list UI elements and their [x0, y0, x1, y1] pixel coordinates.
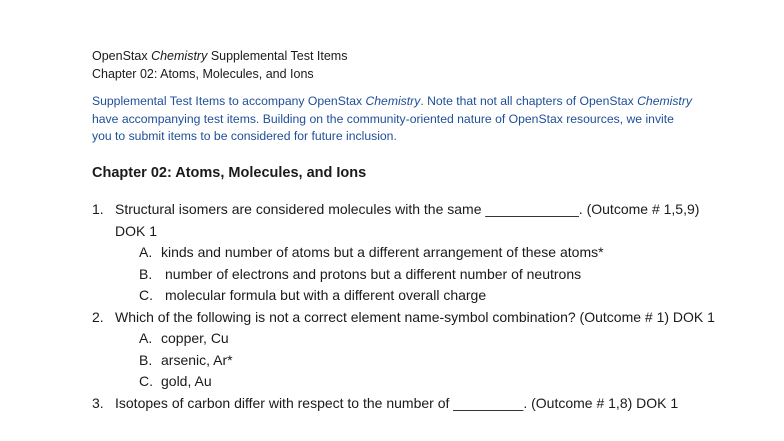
choice-text: number of electrons and protons but a different number of neutrons	[165, 265, 582, 282]
question-number: 1.	[92, 201, 104, 217]
question-text: Isotopes of carbon differ with respect to the number of _________. (Outcome # 1,8) DOK 1	[115, 394, 679, 411]
question-list	[92, 199, 732, 414]
question-2	[92, 307, 732, 329]
header-chapter-line: Chapter 02: Atoms, Molecules, and Ions	[92, 67, 314, 81]
choice-letter: C.	[139, 373, 153, 389]
header-title-line: OpenStax Chemistry Supplemental Test Items	[92, 49, 348, 63]
choice-letter: A.	[139, 330, 153, 346]
choice-text: arsenic, Ar*	[161, 351, 233, 368]
choice-1c	[92, 285, 732, 307]
question-number: 2.	[92, 308, 104, 325]
question-1	[92, 199, 732, 242]
choice-text: copper, Cu	[161, 330, 229, 346]
choice-letter: C.	[139, 287, 153, 303]
choice-letter: A.	[139, 244, 153, 260]
question-3	[92, 393, 732, 415]
choice-text: kinds and number of atoms but a different arrangement of these atoms*	[161, 244, 604, 260]
question-text: Which of the following is not a correct element name-symbol combination? (Outcome # 1) DOK 1	[115, 308, 715, 325]
question-text: Structural isomers are considered molecules with the same ____________. (Outcome # 1,5,9) DOK 1	[115, 201, 700, 239]
question-number: 3.	[92, 394, 104, 411]
intro-paragraph: Supplemental Test Items to accompany OpenStax Chemistry. Note that not all chapters of OpenStax Chemistry have accompanying test items. Building on the community-oriented nature of OpenStax resources, we invite you to submit items to be considered for future inclusion.	[92, 94, 692, 143]
choice-2c	[92, 371, 732, 393]
choice-text: molecular formula but with a different overall charge	[165, 287, 487, 303]
choice-letter: B.	[139, 265, 153, 282]
choice-2a	[92, 328, 732, 350]
choice-letter: B.	[139, 351, 153, 368]
chapter-heading: Chapter 02: Atoms, Molecules, and Ions	[92, 165, 367, 181]
choice-text: gold, Au	[161, 373, 212, 389]
choice-2b	[92, 350, 732, 372]
choice-1a	[92, 242, 732, 264]
document-header	[92, 47, 347, 83]
choice-1b	[92, 264, 732, 286]
